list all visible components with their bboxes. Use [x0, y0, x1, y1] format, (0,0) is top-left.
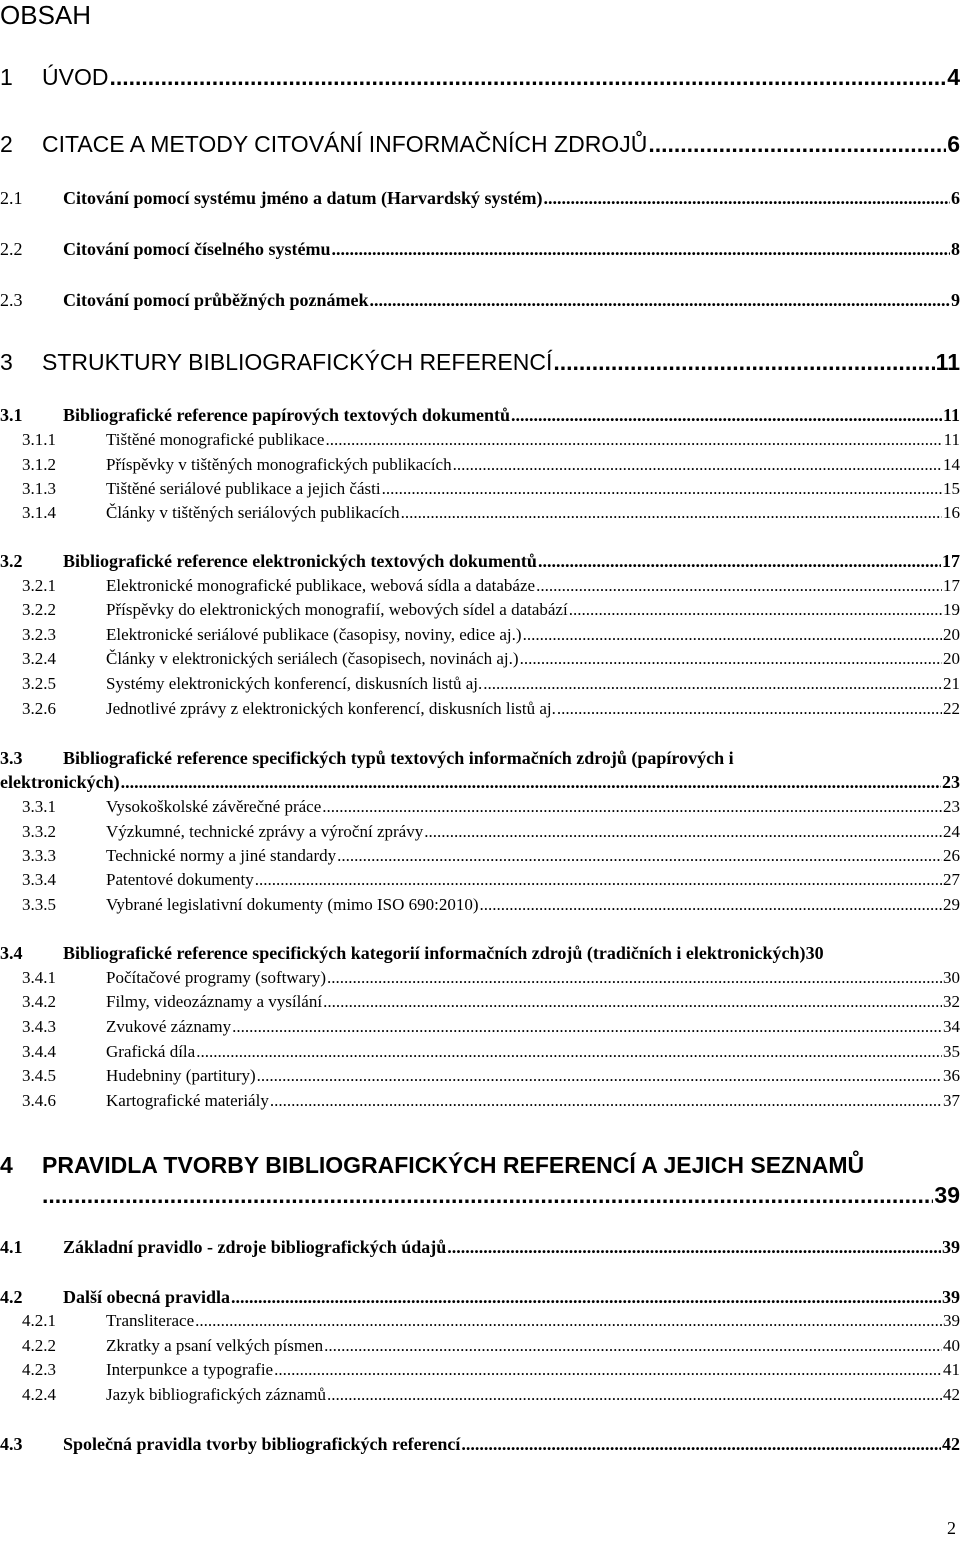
toc-title: Bibliografické reference elektronických textových dokumentů: [63, 551, 537, 571]
toc-entry[interactable]: [0, 990, 960, 1014]
toc-entry[interactable]: [0, 623, 960, 647]
toc-leader: [257, 1064, 942, 1088]
toc-number: 4.2.4: [22, 1385, 56, 1404]
toc-page: 34: [943, 1017, 960, 1036]
toc-page: 37: [943, 1091, 960, 1110]
toc-title: Tištěné seriálové publikace a jejich části: [106, 479, 381, 498]
toc-number: 3.3: [0, 748, 23, 768]
toc-entry[interactable]: [0, 820, 960, 844]
toc-entry[interactable]: [0, 63, 960, 91]
toc-entry[interactable]: [0, 672, 960, 696]
toc-entry[interactable]: [0, 428, 960, 452]
toc-title: ÚVOD: [42, 64, 109, 90]
toc-entry[interactable]: [0, 795, 960, 819]
toc-leader: [557, 697, 942, 721]
toc-title: Zkratky a psaní velkých písmen: [106, 1336, 324, 1355]
toc-page: 6: [951, 188, 960, 208]
toc-page: 14: [943, 455, 960, 474]
toc-number: 3.4.1: [22, 968, 56, 987]
toc-page: 39: [942, 1287, 960, 1307]
toc-number: 3.2.5: [22, 674, 56, 693]
toc-title: Grafická díla: [106, 1042, 196, 1061]
toc-number: 3.1.4: [22, 503, 56, 522]
toc-number: 4.1: [0, 1237, 23, 1257]
toc-page: 6: [947, 131, 960, 157]
toc-page: 9: [951, 290, 960, 310]
toc-title: Další obecná pravidla: [63, 1287, 231, 1307]
toc-number: 4.2.1: [22, 1311, 56, 1330]
toc-leader: [520, 647, 942, 671]
toc-leader: [323, 990, 942, 1014]
toc-title: Vysokoškolské závěrečné práce: [106, 797, 322, 816]
toc-leader: [322, 795, 942, 819]
toc-leader: [401, 501, 942, 525]
toc-number: 3.3.1: [22, 797, 56, 816]
toc-number: 3.3.2: [22, 822, 56, 841]
toc-title: Patentové dokumenty: [106, 870, 254, 889]
toc-entry[interactable]: [0, 966, 960, 990]
toc-number: 3.4.4: [22, 1042, 56, 1061]
toc-leader: [538, 549, 941, 573]
toc-page: 23: [942, 772, 960, 792]
toc-entry[interactable]: [0, 237, 960, 261]
toc-entry[interactable]: [0, 1089, 960, 1113]
toc-number: 3.3.3: [22, 846, 56, 865]
toc-page: 11: [943, 430, 960, 449]
toc-entry[interactable]: [0, 647, 960, 671]
toc-page: 11: [942, 405, 960, 425]
toc-entry[interactable]: [0, 1064, 960, 1088]
toc-page: 39: [934, 1182, 960, 1208]
toc-entry[interactable]: [0, 1285, 960, 1309]
toc-number: 3.1.1: [22, 430, 56, 449]
toc-entry[interactable]: [0, 1432, 960, 1456]
toc-number: 3.2.2: [22, 600, 56, 619]
toc-page: 26: [943, 846, 960, 865]
toc-leader: [480, 893, 942, 917]
toc-title: Příspěvky v tištěných monografických publikacích: [106, 455, 452, 474]
toc-number: 3.2.3: [22, 625, 56, 644]
toc-leader: [196, 1040, 942, 1064]
toc-entry[interactable]: [0, 1358, 960, 1382]
toc-leader: [424, 820, 942, 844]
toc-entry[interactable]: [0, 1151, 960, 1179]
toc-title: CITACE A METODY CITOVÁNÍ INFORMAČNÍCH ZDROJŮ: [42, 131, 648, 157]
toc-leader: [42, 1181, 933, 1209]
toc-title: Bibliografické reference papírových textových dokumentů: [63, 405, 510, 425]
toc-number: 2.3: [0, 290, 23, 310]
toc-number: 2.1: [0, 188, 23, 208]
toc-page: 41: [943, 1360, 960, 1379]
toc-entry[interactable]: [0, 697, 960, 721]
toc-number: 3.3.5: [22, 895, 56, 914]
toc-title: Základní pravidlo - zdroje bibliografických údajů: [63, 1237, 447, 1257]
toc-leader: [569, 598, 942, 622]
toc-leader: [483, 672, 942, 696]
toc-leader: [511, 403, 942, 427]
toc-entry[interactable]: [0, 1383, 960, 1407]
toc-entry[interactable]: [0, 403, 960, 427]
toc-number: 1: [0, 64, 13, 90]
toc-title: STRUKTURY BIBLIOGRAFICKÝCH REFERENCÍ: [42, 349, 553, 375]
toc-page: 27: [943, 870, 960, 889]
page-heading: OBSAH: [0, 0, 92, 30]
toc-entry[interactable]: [0, 549, 960, 573]
toc-page: 20: [943, 649, 960, 668]
toc-leader: [332, 237, 951, 261]
toc-title: Výzkumné, technické zprávy a výroční zprávy: [106, 822, 424, 841]
toc-page: 42: [942, 1434, 960, 1454]
toc-number: 4.2: [0, 1287, 23, 1307]
toc-page: 23: [943, 797, 960, 816]
toc-page: 20: [943, 625, 960, 644]
toc-title: Interpunkce a typografie: [106, 1360, 274, 1379]
toc-title: Elektronické monografické publikace, webová sídla a databáze: [106, 576, 536, 595]
toc-page: 35: [943, 1042, 960, 1061]
toc-leader: [270, 1089, 942, 1113]
toc-leader: [453, 453, 942, 477]
toc-title: Bibliografické reference specifických kategorií informačních zdrojů (tradičních i elektronických): [63, 943, 806, 963]
toc-leader: [461, 1432, 941, 1456]
toc-page: 39: [942, 1237, 960, 1257]
toc-title: Společná pravidla tvorby bibliografických referencí: [63, 1434, 461, 1454]
toc-page: 32: [943, 992, 960, 1011]
toc-title: Citování pomocí číselného systému: [63, 239, 331, 259]
toc-leader: [523, 623, 942, 647]
toc-leader: [536, 574, 942, 598]
toc-entry[interactable]: [0, 130, 960, 158]
toc-leader: [382, 477, 942, 501]
toc-title: Transliterace: [106, 1311, 195, 1330]
toc-number: 3.3.4: [22, 870, 56, 889]
toc-entry[interactable]: [0, 868, 960, 892]
toc-number: 3.1.3: [22, 479, 56, 498]
toc-entry[interactable]: [0, 1015, 960, 1039]
toc-page: 36: [943, 1066, 960, 1085]
toc-leader: [274, 1358, 942, 1382]
toc-page: 15: [943, 479, 960, 498]
toc-leader: [324, 1334, 942, 1358]
toc-number: 3.2: [0, 551, 23, 571]
toc-title: Jednotlivé zprávy z elektronických konferencí, diskusních listů aj.: [106, 699, 556, 718]
toc-leader: [255, 868, 942, 892]
toc-leader: [325, 428, 942, 452]
toc-title: Systémy elektronických konferencí, diskusních listů aj.: [106, 674, 483, 693]
toc-leader: [447, 1235, 941, 1259]
toc-title: elektronických): [0, 772, 120, 792]
toc-title: Hudebniny (partitury): [106, 1066, 256, 1085]
toc-entry[interactable]: [0, 941, 960, 965]
toc-leader: [231, 1285, 941, 1309]
toc-number: 3.2.1: [22, 576, 56, 595]
toc-page: 30: [943, 968, 960, 987]
toc-number: 2: [0, 131, 13, 157]
page-number: 2: [947, 1518, 956, 1538]
toc-title: Články v tištěných seriálových publikacích: [106, 503, 400, 522]
toc-number: 3.4.5: [22, 1066, 56, 1085]
toc-leader: [327, 1383, 942, 1407]
toc-title: Jazyk bibliografických záznamů: [106, 1385, 326, 1404]
toc-entry[interactable]: [0, 501, 960, 525]
toc-page: 39: [943, 1311, 960, 1330]
toc-leader: [553, 348, 934, 376]
toc-leader: [121, 770, 941, 794]
toc-number: 3.4.6: [22, 1091, 56, 1110]
toc-title: Vybrané legislativní dokumenty (mimo ISO 690:2010): [106, 895, 479, 914]
toc-entry[interactable]: [0, 1309, 960, 1333]
toc-entry-continuation[interactable]: [0, 1181, 960, 1209]
toc-entry[interactable]: [0, 453, 960, 477]
toc-title: Tištěné monografické publikace: [106, 430, 325, 449]
toc-number: 3.1.2: [22, 455, 56, 474]
toc-entry[interactable]: [0, 1235, 960, 1259]
toc-entry[interactable]: [0, 288, 960, 312]
toc-page: 19: [943, 600, 960, 619]
toc-leader: [648, 130, 946, 158]
toc-page: 17: [943, 576, 960, 595]
toc-page: 40: [943, 1336, 960, 1355]
toc-number: 4: [0, 1152, 13, 1178]
toc-number: 3.4: [0, 943, 23, 963]
toc-number: 3.4.3: [22, 1017, 56, 1036]
toc-title: Filmy, videozáznamy a vysílání: [106, 992, 323, 1011]
toc-title: Citování pomocí systému jméno a datum (Harvardský systém): [63, 188, 543, 208]
toc-title: Články v elektronických seriálech (časopisech, novinách aj.): [106, 649, 519, 668]
toc-page: 21: [943, 674, 960, 693]
toc-leader: [337, 844, 942, 868]
toc-page: 17: [942, 551, 960, 571]
toc-number: 4.2.2: [22, 1336, 56, 1355]
toc-leader: [327, 966, 942, 990]
toc-page: 24: [943, 822, 960, 841]
toc-page: 30: [805, 943, 824, 963]
toc-page: 16: [943, 503, 960, 522]
toc-page: 8: [951, 239, 960, 259]
toc-number: 2.2: [0, 239, 23, 259]
toc-entry[interactable]: [0, 1334, 960, 1358]
toc-leader: [543, 186, 950, 210]
toc-entry-continuation[interactable]: [0, 770, 960, 794]
toc-entry[interactable]: [0, 844, 960, 868]
toc-title: Kartografické materiály: [106, 1091, 269, 1110]
toc-title: Zvukové záznamy: [106, 1017, 232, 1036]
toc-entry[interactable]: [0, 598, 960, 622]
toc-entry[interactable]: [0, 893, 960, 917]
toc-title: Příspěvky do elektronických monografií, webových sídel a databází: [106, 600, 568, 619]
toc-page: 29: [943, 895, 960, 914]
toc-page: 22: [943, 699, 960, 718]
toc-entry[interactable]: [0, 477, 960, 501]
toc-number: 4.2.3: [22, 1360, 56, 1379]
toc-page: 4: [947, 64, 960, 90]
toc-number: 4.3: [0, 1434, 23, 1454]
toc-number: 3.1: [0, 405, 23, 425]
toc-entry[interactable]: [0, 574, 960, 598]
toc-number: 3.2.4: [22, 649, 56, 668]
toc-number: 3.4.2: [22, 992, 56, 1011]
toc-entry[interactable]: [0, 348, 960, 376]
toc-leader: [232, 1015, 942, 1039]
toc-number: 3.2.6: [22, 699, 56, 718]
toc-title: Bibliografické reference specifických typů textových informačních zdrojů (papírových i: [63, 748, 734, 768]
toc-title: Citování pomocí průběžných poznámek: [63, 290, 369, 310]
toc-page: 11: [935, 349, 960, 375]
toc-entry[interactable]: [0, 746, 960, 770]
toc-title: Technické normy a jiné standardy: [106, 846, 337, 865]
toc-title: Počítačové programy (softwary): [106, 968, 326, 987]
toc-leader: [370, 288, 950, 312]
toc-page: 42: [943, 1385, 960, 1404]
toc-title: PRAVIDLA TVORBY BIBLIOGRAFICKÝCH REFERENCÍ A JEJICH SEZNAMŮ: [42, 1152, 865, 1178]
toc-leader: [109, 63, 946, 91]
toc-leader: [195, 1309, 942, 1333]
toc-entry[interactable]: [0, 186, 960, 210]
toc-entry[interactable]: [0, 1040, 960, 1064]
toc-title: Elektronické seriálové publikace (časopisy, noviny, edice aj.): [106, 625, 522, 644]
toc-number: 3: [0, 349, 13, 375]
